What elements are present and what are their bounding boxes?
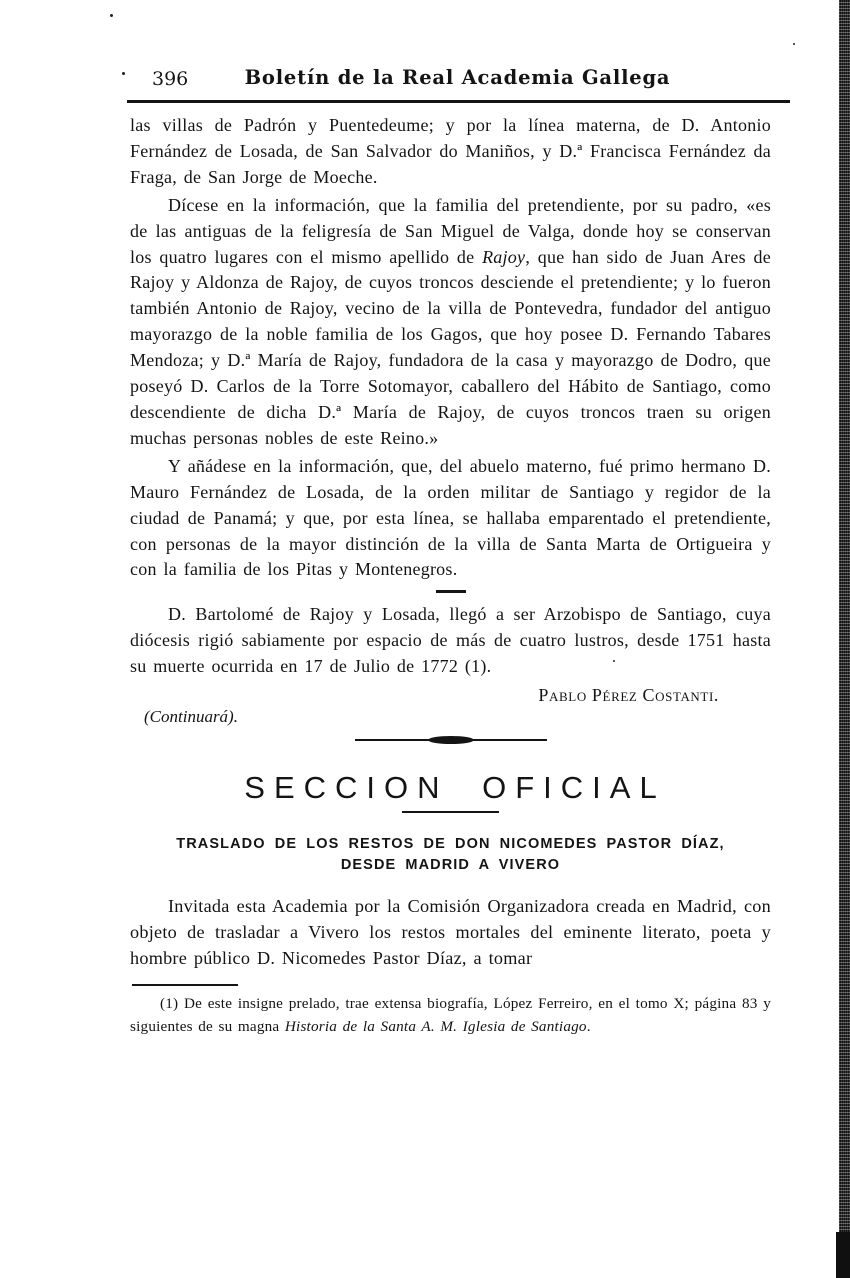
scan-speckle: [613, 660, 615, 662]
section-title-underline: [402, 811, 499, 813]
text-run: , que han sido de Juan Ares de Rajoy y Aldonza de Rajoy, de cuyos troncos desciende el pretendiente; y lo fueron también Antonio de Rajoy, vecino de la villa de Pontevedra, fundador del antiguo mayorazgo de la noble familia de los Gagos, que hoy posee D. Fernando Tabares Mendoza; y D.ª María de Rajoy, fundadora de la casa y mayorazgo de Dodro, que poseyó D. Carlos de la Torre Sotomayor, caballero del Hábito de Santiago, como descendiente de dicha D.ª María de Rajoy, de cuyos troncos traen su origen muchas personas nobles de este Reino.»: [130, 246, 771, 448]
paragraph-bartolome: D. Bartolomé de Rajoy y Losada, llegó a ser Arzobispo de Santiago, cuya diócesis rigió sabiamente por espacio de más de cuatro lustros, desde 1751 hasta su muerte ocurrida en 17 de Julio de 1772 (1).: [130, 604, 771, 677]
page-edge-shadow: [839, 0, 850, 1278]
italic-run: Rajoy: [482, 246, 526, 267]
italic-run: Historia de la Santa A. M. Iglesia de Santiago: [284, 1018, 587, 1036]
scan-speckle: [110, 14, 113, 17]
subtitle-line-2: DESDE MADRID A VIVERO: [340, 857, 561, 874]
paragraph-continuation: las villas de Padrón y Puentedeume; y por la línea materna, de D. Antonio Fernández de Losada, de San Salvador do Maniños, y D.ª Francisca Fernández da Fraga, de San Jorge de Moeche.: [130, 115, 771, 187]
page-number: 396: [152, 68, 189, 90]
ornament-divider: [355, 736, 547, 744]
journal-title: Boletín de la Real Academia Gallega: [244, 66, 671, 89]
text-run: .: [586, 1018, 591, 1036]
text-run: Dícese en la información, que la familia del pretendiente, por su padro, «es de las antiguas de la feligresía de San Miguel de Valga, donde hoy se conservan los quatro lugares con el mismo apellido de: [130, 194, 771, 267]
section-break-dash: [436, 590, 466, 593]
subtitle-line-1: TRASLADO DE LOS RESTOS DE DON NICOMEDES PASTOR DÍAZ,: [176, 836, 725, 853]
ornament-line-left: [355, 739, 434, 741]
running-head: [130, 66, 771, 92]
page-body: [130, 113, 771, 1038]
ornament-diamond: [428, 736, 474, 744]
author-signature: Pablo Pérez Costanti.: [538, 685, 719, 706]
footnote: [130, 992, 771, 1038]
paragraph-invitada: Invitada esta Academia por la Comisión Organizadora creada en Madrid, con objeto de trasladar a Vivero los restos mortales del eminente literato, poeta y hombre público D. Nicomedes Pastor Díaz, a tomar: [130, 896, 771, 969]
scan-speckle: [793, 43, 795, 45]
paragraph-dicese: [130, 193, 771, 452]
text-run: (1) De este insigne prelado, trae extensa biografía, López Ferreiro, en el tomo X; página 83 y siguientes de su magna: [130, 995, 771, 1036]
paragraph-anadese: Y añádese en la información, que, del abuelo materno, fué primo hermano D. Mauro Fernández de Losada, de la orden militar de Santiago y regidor de la ciudad de Panamá; y que, por esta línea, se hallaba emparentado el pretendiente, con personas de la mayor distinción de la villa de Santa Marta de Ortigueira y con la familia de los Pitas y Montenegros.: [130, 455, 771, 580]
header-rule: [127, 100, 790, 103]
scan-speckle: [122, 72, 125, 75]
continuation-note: (Continuará).: [144, 707, 238, 727]
ornament-line-right: [468, 739, 547, 741]
article-subtitle: [130, 834, 771, 876]
footnote-rule: [132, 984, 238, 986]
section-title: SECCION OFICIAL: [244, 770, 666, 806]
